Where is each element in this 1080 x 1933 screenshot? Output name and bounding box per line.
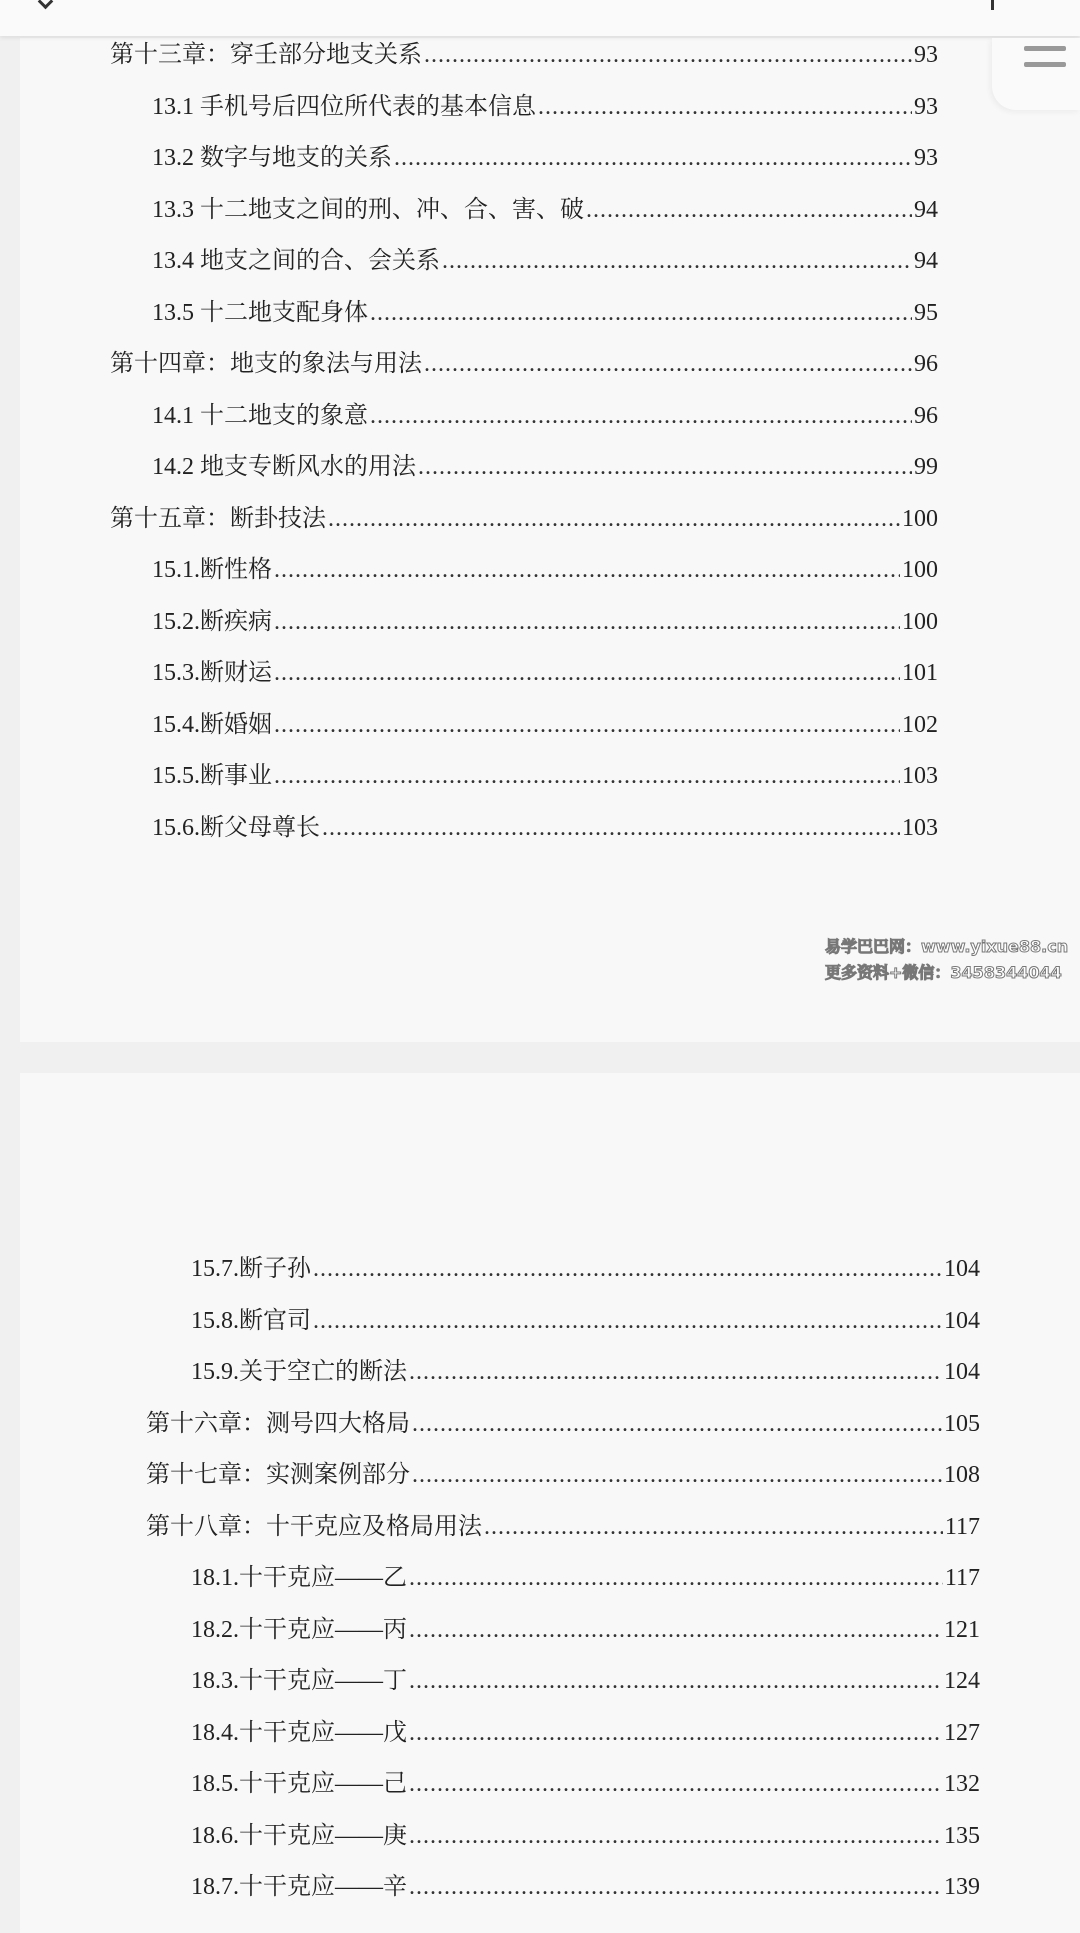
toc-entry-title: 15.4.断婚姻 (152, 711, 272, 738)
toc-page-number: 105 (944, 1410, 980, 1437)
dot-leader (370, 297, 912, 329)
toc-page-number: 132 (944, 1771, 980, 1797)
toc-entry[interactable] (152, 400, 938, 432)
toc-page-number: 102 (902, 711, 938, 738)
dot-leader (412, 1408, 942, 1440)
cursor-icon (991, 0, 994, 10)
dot-leader (424, 348, 912, 380)
dot-leader (322, 812, 900, 844)
toc-entry-title: 第十五章：断卦技法 (110, 505, 326, 532)
dot-leader (409, 1356, 942, 1388)
toc-page-number: 94 (914, 196, 938, 223)
toc-entry[interactable] (191, 1820, 980, 1852)
dot-leader (409, 1820, 942, 1852)
dot-leader (274, 606, 900, 638)
toc-entry[interactable] (152, 760, 938, 792)
dot-leader (538, 91, 912, 123)
watermark-line-2: 更多资料+微信：3458344044 (825, 963, 1062, 982)
toc-entry[interactable] (152, 451, 938, 483)
dot-leader (274, 709, 900, 741)
toc-entry[interactable] (152, 142, 938, 174)
document-page-1 (20, 38, 1080, 1042)
toc-entry[interactable] (152, 606, 938, 638)
toc-page-number: 124 (944, 1668, 980, 1694)
dot-leader (412, 1459, 942, 1491)
toc-entry-title: 15.8.断官司 (191, 1307, 311, 1334)
toc-page-number: 93 (914, 93, 938, 120)
toc-entry-title: 13.2 数字与地支的关系 (152, 145, 392, 171)
toc-entry[interactable] (191, 1562, 980, 1594)
toc-entry-title: 13.3 十二地支之间的刑、冲、合、害、破 (152, 196, 584, 223)
toc-page-number: 117 (944, 1565, 980, 1591)
toc-entry[interactable] (152, 554, 938, 586)
toc-entry-title: 18.5.十干克应——己 (191, 1771, 407, 1797)
dot-leader (274, 657, 900, 689)
toc-page-number: 139 (944, 1874, 980, 1900)
toc-entry-title: 第十八章：十干克应及格局用法 (146, 1513, 482, 1540)
toc-entry[interactable] (191, 1305, 980, 1337)
toc-page-number: 127 (944, 1719, 980, 1746)
dot-leader (409, 1665, 942, 1697)
menu-button[interactable] (992, 38, 1080, 110)
dot-leader (313, 1305, 942, 1337)
toc-entry-title: 13.4 地支之间的合、会关系 (152, 248, 440, 274)
toc-page-number: 108 (944, 1462, 980, 1488)
toc-entry-title: 第十四章：地支的象法与用法 (110, 351, 422, 377)
dot-leader (394, 142, 912, 174)
toc-entry[interactable] (191, 1768, 980, 1800)
toc-entry[interactable] (152, 194, 938, 226)
dot-leader (484, 1511, 943, 1543)
dot-leader (442, 245, 912, 277)
dot-leader (409, 1614, 942, 1646)
dot-leader (370, 400, 912, 432)
toc-entry-title: 第十三章：穿壬部分地支关系 (110, 42, 422, 68)
toc-page-number: 100 (902, 505, 938, 532)
toc-entry[interactable] (146, 1408, 980, 1440)
dot-leader (328, 503, 900, 535)
dot-leader (424, 39, 912, 71)
toc-entry[interactable] (191, 1871, 980, 1903)
toc-entry[interactable] (110, 503, 938, 535)
toc-entry[interactable] (191, 1356, 980, 1388)
toc-entry-title: 18.3.十干克应——丁 (191, 1668, 407, 1694)
toc-entry-title: 15.1.断性格 (152, 557, 272, 583)
toc-entry-title: 15.5.断事业 (152, 763, 272, 789)
toc-entry[interactable] (146, 1459, 980, 1491)
watermark (825, 934, 1068, 986)
toc-entry-title: 第十七章：实测案例部分 (146, 1462, 410, 1488)
toc-entry-title: 15.3.断财运 (152, 660, 272, 686)
toc-entry[interactable] (110, 348, 938, 380)
toc-entry[interactable] (152, 812, 938, 844)
toc-page-number: 94 (914, 248, 938, 274)
menu-icon-bar (1024, 62, 1066, 67)
toc-entry[interactable] (152, 245, 938, 277)
toc-entry[interactable] (191, 1665, 980, 1697)
toc-entry-title: 15.2.断疾病 (152, 608, 272, 635)
toc-entry-title: 15.7.断子孙 (191, 1256, 311, 1282)
toc-entry-title: 13.5 十二地支配身体 (152, 299, 368, 326)
toc-page-number: 104 (944, 1359, 980, 1385)
toc-entry-title: 15.6.断父母尊长 (152, 814, 320, 841)
toc-page-number: 104 (944, 1307, 980, 1334)
toc-entry-title: 第十六章：测号四大格局 (146, 1410, 410, 1437)
toc-page-number: 135 (944, 1822, 980, 1849)
toc-page-number: 117 (944, 1513, 980, 1540)
toc-entry[interactable] (152, 297, 938, 329)
toc-entry-title: 18.7.十干克应——辛 (191, 1874, 407, 1900)
toc-page-number: 100 (902, 557, 938, 583)
dot-leader (313, 1253, 942, 1285)
dot-leader (409, 1768, 942, 1800)
dot-leader (409, 1871, 942, 1903)
dot-leader (586, 194, 912, 226)
watermark-line-1: 易学巴巴网：www.yixue88.cn (825, 937, 1069, 956)
toc-entry-title: 13.1 手机号后四位所代表的基本信息 (152, 93, 536, 120)
toc-entry[interactable] (152, 91, 938, 123)
toc-entry[interactable] (146, 1511, 980, 1543)
top-bar (0, 0, 1080, 36)
menu-icon (1024, 46, 1066, 51)
toc-entry-title: 18.4.十干克应——戊 (191, 1719, 407, 1746)
back-icon[interactable] (38, 0, 54, 9)
toc-page-number: 93 (914, 145, 938, 171)
toc-entry-title: 15.9.关于空亡的断法 (191, 1359, 407, 1385)
dot-leader (409, 1717, 942, 1749)
dot-leader (274, 554, 900, 586)
toc-entry[interactable] (191, 1614, 980, 1646)
document-page-2 (20, 1073, 1080, 1933)
toc-entry[interactable] (191, 1253, 980, 1285)
toc-page-number: 103 (902, 763, 938, 789)
dot-leader (409, 1562, 943, 1594)
toc-page-number: 103 (902, 814, 938, 841)
toc-entry-title: 14.2 地支专断风水的用法 (152, 454, 416, 480)
toc-entry[interactable] (110, 39, 938, 71)
toc-entry[interactable] (152, 657, 938, 689)
toc-page-number: 121 (944, 1616, 980, 1643)
toc-page-number: 100 (902, 608, 938, 635)
toc-page-number: 93 (914, 42, 938, 68)
toc-entry-title: 18.6.十干克应——庚 (191, 1822, 407, 1849)
toc-page-number: 96 (914, 402, 938, 429)
dot-leader (418, 451, 912, 483)
toc-page-number: 101 (902, 660, 938, 686)
toc-entry-title: 14.1 十二地支的象意 (152, 402, 368, 429)
toc-entry[interactable] (191, 1717, 980, 1749)
toc-entry-title: 18.1.十干克应——乙 (191, 1565, 407, 1591)
toc-page-number: 96 (914, 351, 938, 377)
toc-entry[interactable] (152, 709, 938, 741)
toc-page-number: 95 (914, 299, 938, 326)
toc-entry-title: 18.2.十干克应——丙 (191, 1616, 407, 1643)
toc-page-number: 99 (914, 454, 938, 480)
dot-leader (274, 760, 900, 792)
toc-page-number: 104 (944, 1256, 980, 1282)
